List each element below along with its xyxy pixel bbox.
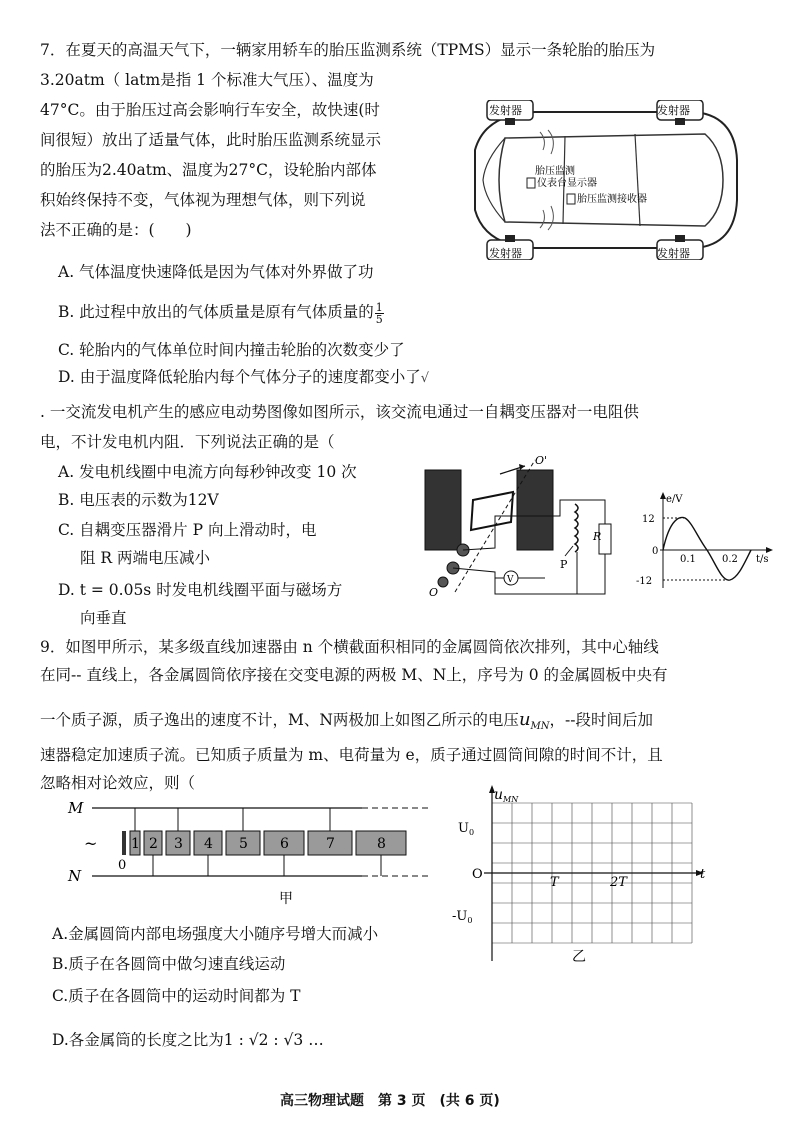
tube-label: 8 [377, 836, 386, 852]
label-p: P [560, 558, 568, 571]
x-axis-arrow-icon [766, 547, 773, 553]
rotating-coil [471, 492, 513, 530]
arrow-head-icon [519, 464, 525, 470]
tube-label: 4 [204, 836, 213, 852]
origin-label: O [472, 867, 483, 882]
origin-label: 0 [652, 546, 659, 557]
q7-option-b-fraction [375, 302, 384, 325]
q9-stem-line3 [40, 708, 653, 739]
q8-option-b: B. 电压表的示数为12V [58, 491, 219, 509]
sensor-label-rear-left: 发射器 [489, 247, 522, 260]
t-tick-2t: 2T [610, 875, 627, 890]
tube-label: 3 [174, 836, 183, 852]
q9-stem-line5: 忽略相对论效应，则（ [40, 774, 196, 792]
q7-stem-line1: 7．在夏天的高温天气下，一辆家用轿车的胎压监测系统（TPMS）显示一条轮胎的胎压为 [40, 41, 656, 59]
voltage-variable: u [518, 709, 531, 730]
q8-option-a: A. 发电机线圈中电流方向每秒钟改变 10 次 [58, 463, 357, 481]
q7-stem-line3: 47°C。由于胎压过高会影响行车安全，故快速(时 [40, 101, 380, 119]
q9-stem-line3-b: ，--段时间后加 [549, 711, 654, 729]
receiver-icon [567, 194, 575, 204]
sensor-label-rear-right: 发射器 [657, 247, 690, 260]
sensor-icon [675, 235, 685, 242]
wire [577, 554, 605, 594]
q7-option-d-text: D. 由于温度降低轮胎内每个气体分子的速度都变小了 [58, 368, 421, 386]
y-tick-bottom: -12 [636, 576, 653, 587]
q8-option-c-line1: C. 自耦变压器滑片 P 向上滑动时，电 [58, 521, 317, 539]
q8-option-d-line1: D. t = 0.05s 时发电机线圈平面与磁场方 [58, 581, 343, 599]
signal-waves-icon [540, 206, 553, 230]
source-plate [122, 831, 126, 855]
q7-option-c: C. 轮胎内的气体单位时间内撞击轮胎的次数变少了 [58, 341, 405, 359]
slider-p [565, 546, 573, 556]
label-m: M [68, 799, 84, 817]
q7-option-b [58, 300, 384, 325]
q8-option-c-line2: 阻 R 两端电压减小 [80, 549, 211, 567]
q7-stem-line7: 法不正确的是：( ) [40, 221, 192, 239]
emf-time-chart [630, 492, 775, 592]
figure-caption-yi: 乙 [572, 949, 586, 965]
t-axis-label: t [700, 867, 706, 882]
signal-waves-icon [540, 130, 553, 154]
display-label-line2: 仪表台显示器 [537, 178, 597, 189]
label-n: N [68, 867, 82, 885]
tube-label: 7 [326, 836, 335, 852]
q8-stem-line2: 电，不计发电机内阻．下列说法正确的是（ [40, 433, 335, 451]
sensor-icon [505, 235, 515, 242]
label-r: R [593, 530, 602, 543]
q7-stem-line2: 3.20atm（ latm是指 1 个标准大气压）、温度为 [40, 71, 374, 89]
q7-stem-line6: 积始终保持不变，气体视为理想气体，则下列说 [40, 191, 366, 209]
x-axis-label: t/s [756, 554, 769, 565]
u0-positive-label: $U_0$ [458, 821, 475, 837]
receiver-label: 胎压监测接收器 [577, 194, 647, 205]
u0-negative-label: $-U_0$ [452, 909, 473, 925]
magnet-right [517, 470, 553, 550]
tube-label: 5 [239, 836, 248, 852]
tube-label: 2 [149, 836, 158, 852]
ac-source-icon: ~ [84, 834, 98, 853]
x-tick-2: 0.2 [722, 554, 738, 565]
fraction-numerator: 1 [375, 300, 383, 314]
x-tick-1: 0.1 [680, 554, 696, 565]
check-mark: √ [420, 371, 430, 386]
q9-stem-line2: 在同-- 直线上，各金属圆筒依序接在交变电源的两极 M、N上，序号为 0 的金属圆板中央有 [40, 666, 668, 684]
linear-accelerator-figure [62, 795, 442, 915]
q7-option-d [58, 365, 429, 391]
magnet-left [425, 470, 461, 550]
generator-transformer-figure [415, 452, 630, 602]
tube-group [130, 808, 406, 876]
q7-stem-line4: 间很短）放出了适量气体，此时胎压监测系统显示 [40, 131, 382, 149]
q7-stem-line5: 的胎压为2.40atm、温度为27°C，设轮胎内部体 [40, 161, 377, 179]
q9-stem-line3-a: 一个质子源，质子逸出的速度不计，M、N两极加上如图乙所示的电压 [40, 711, 519, 729]
q7-option-b-text: B. 此过程中放出的气体质量是原有气体质量的 [58, 303, 374, 321]
sensor-icon [505, 118, 515, 125]
y-axis-label: e/V [666, 494, 683, 505]
q9-stem-line1: 9．如图甲所示，某多级直线加速器由 n 个横截面积相同的金属圆筒依次排列，其中心轴线 [40, 638, 659, 656]
car-pillar [635, 134, 640, 226]
car-body-outline [475, 112, 737, 248]
label-o-prime: O' [535, 454, 548, 467]
voltage-subscript: MN [530, 721, 550, 733]
q8-option-d-line2: 向垂直 [80, 609, 127, 627]
q9-option-c: C.质子在各圆筒中的运动时间都为 T [52, 987, 301, 1005]
q9-option-a: A.金属圆筒内部电场强度大小随序号增大而减小 [52, 925, 379, 943]
voltage-time-graph [448, 785, 710, 965]
q9-stem-line4: 速器稳定加速质子流。已知质子质量为 m、电荷量为 e，质子通过圆筒间隙的时间不计，且 [40, 746, 663, 764]
emf-curve [663, 517, 751, 580]
y-axis-label: $u_{MN}$ [494, 787, 519, 804]
figure-caption-jia: 甲 [279, 891, 293, 907]
q9-option-b: B.质子在各圆筒中做匀速直线运动 [52, 955, 286, 973]
q8-stem-line1: . 一交流发电机产生的感应电动势图像如图所示，该交流电通过一自耦变压器对一电阻供 [40, 403, 639, 421]
display-icon [527, 178, 535, 188]
car-tpms-figure [445, 100, 745, 260]
y-tick-top: 12 [642, 514, 655, 525]
display-label-line1: 胎压监测 [535, 166, 575, 177]
sensor-label-front-right: 发射器 [657, 104, 690, 117]
tube-label: 1 [131, 836, 140, 852]
q7-option-a: A. 气体温度快速降低是因为气体对外界做了功 [58, 263, 374, 281]
t-tick-t: T [550, 875, 559, 890]
label-v: V [507, 575, 514, 585]
wire [577, 500, 605, 524]
label-o: O [429, 586, 439, 599]
fraction-denominator: 5 [375, 312, 383, 326]
slip-ring [438, 577, 448, 587]
tube-label: 6 [280, 836, 289, 852]
sensor-icon [675, 118, 685, 125]
sensor-label-front-left: 发射器 [489, 104, 522, 117]
q9-option-d: D.各金属筒的长度之比为1 : √2 : √3 … [52, 1031, 324, 1049]
label-zero: 0 [118, 858, 127, 873]
transformer-coil [575, 504, 578, 552]
page-footer: 高三物理试题 第 3 页 (共 6 页) [280, 1093, 500, 1109]
